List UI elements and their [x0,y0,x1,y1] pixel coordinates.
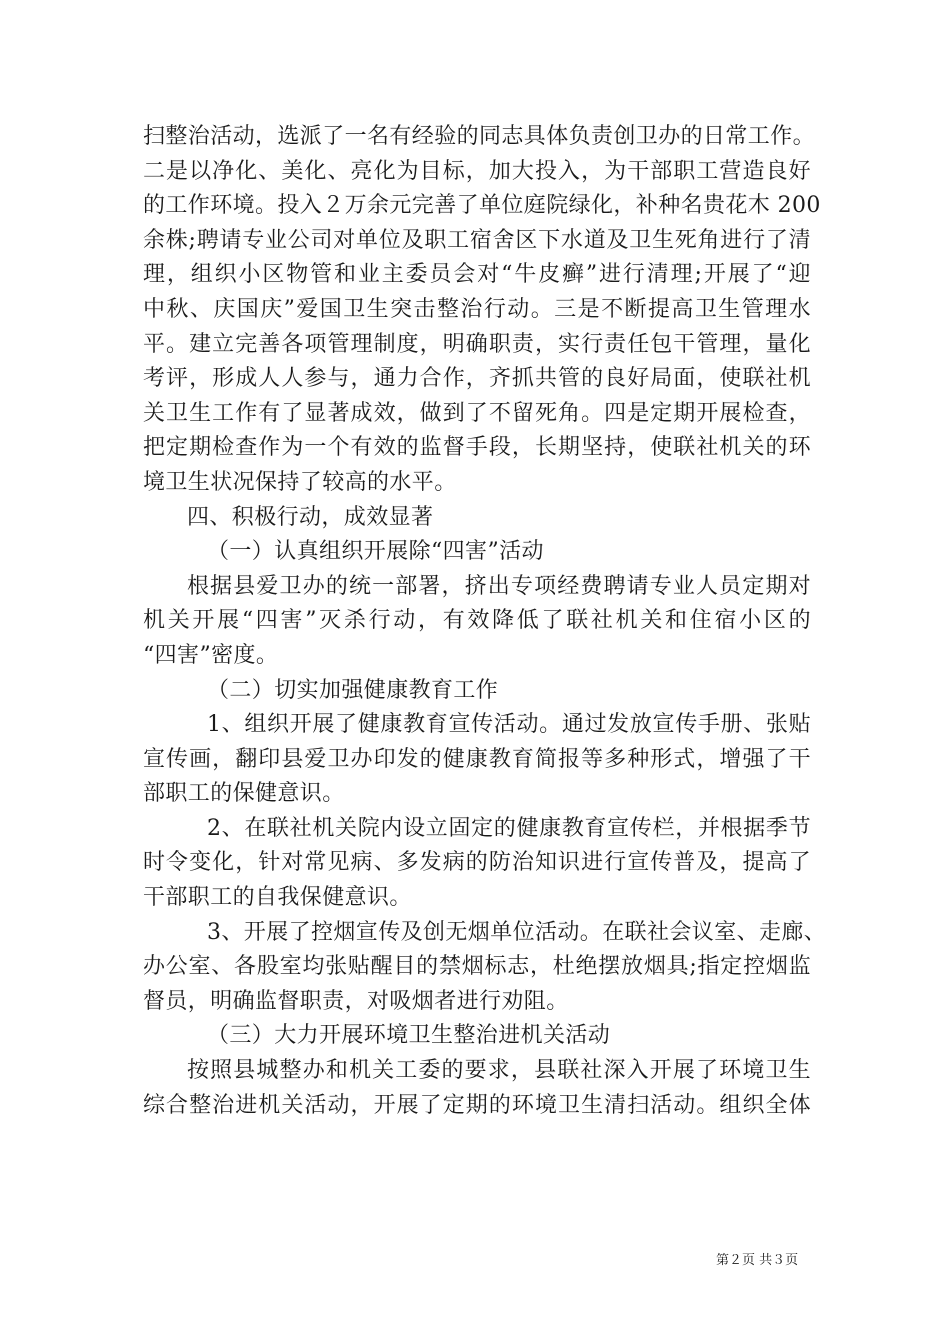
paragraph-line: 中秋、庆国庆”爱国卫生突击整治行动。三是不断提高卫生管理水 [143,296,811,322]
subsection-heading: （一）认真组织开展除“四害”活动 [207,539,544,565]
paragraph-line: 宣传画，翻印县爱卫办印发的健康教育简报等多种形式，增强了干 [143,746,811,772]
subsection-heading: （三）大力开展环境卫生整治进机关活动 [207,1023,611,1049]
paragraph-line: 部职工的保健意识。 [143,781,345,807]
paragraph-line: “四害”密度。 [143,642,279,668]
section-heading: 四、积极行动，成效显著 [187,504,434,530]
paragraph-line: 平。建立完善各项管理制度，明确职责，实行责任包干管理，量化 [143,331,811,357]
paragraph-line: 扫整治活动，选派了一名有经验的同志具体负责创卫办的日常工作。 [143,124,816,149]
paragraph-line: 考评，形成人人参与，通力合作，齐抓共管的良好局面，使联社机 [143,366,811,392]
paragraph-line: 的工作环境。投入２万余元完善了单位庭院绿化，补种名贵花木 200 [143,193,821,219]
paragraph-line: 境卫生状况保持了较高的水平。 [143,469,457,495]
paragraph-line: 督员，明确监督职责，对吸烟者进行劝阻。 [143,988,569,1014]
paragraph-line: 机关开展“四害”灭杀行动，有效降低了联社机关和住宿小区的 [143,608,811,634]
paragraph-line: 理，组织小区物管和业主委员会对“牛皮癣”进行清理;开展了“迎 [143,262,811,288]
page-number: 第２页 共３页 [716,1253,799,1268]
document-body [143,120,827,1123]
paragraph-line: 按照县城整办和机关工委的要求，县联社深入开展了环境卫生 [187,1058,811,1084]
paragraph-line: 关卫生工作有了显著成效，做到了不留死角。四是定期开展检查， [143,400,811,426]
paragraph-line: 根据县爱卫办的统一部署，挤出专项经费聘请专业人员定期对 [187,573,811,599]
paragraph-line: 时令变化，针对常见病、多发病的防治知识进行宣传普及，提高了 [143,850,811,876]
paragraph-line: 把定期检查作为一个有效的监督手段，长期坚持，使联社机关的环 [143,435,811,461]
paragraph-line: 综合整治进机关活动，开展了定期的环境卫生清扫活动。组织全体 [143,1092,811,1118]
paragraph-line: 干部职工的自我保健意识。 [143,885,412,911]
subsection-heading: （二）切实加强健康教育工作 [207,677,499,703]
paragraph-line: 二是以净化、美化、亮化为目标，加大投入，为干部职工营造良好 [143,158,811,184]
paragraph-line: 余株;聘请专业公司对单位及职工宿舍区下水道及卫生死角进行了清 [143,227,811,253]
paragraph-line: 办公室、各股室均张贴醒目的禁烟标志，杜绝摆放烟具;指定控烟监 [143,954,811,980]
paragraph-line: 2、在联社机关院内设立固定的健康教育宣传栏，并根据季节 [207,815,811,841]
paragraph-line: 3、开展了控烟宣传及创无烟单位活动。在联社会议室、走廊、 [207,919,827,945]
paragraph-line: 1、组织开展了健康教育宣传活动。通过发放宣传手册、张贴 [207,712,811,738]
